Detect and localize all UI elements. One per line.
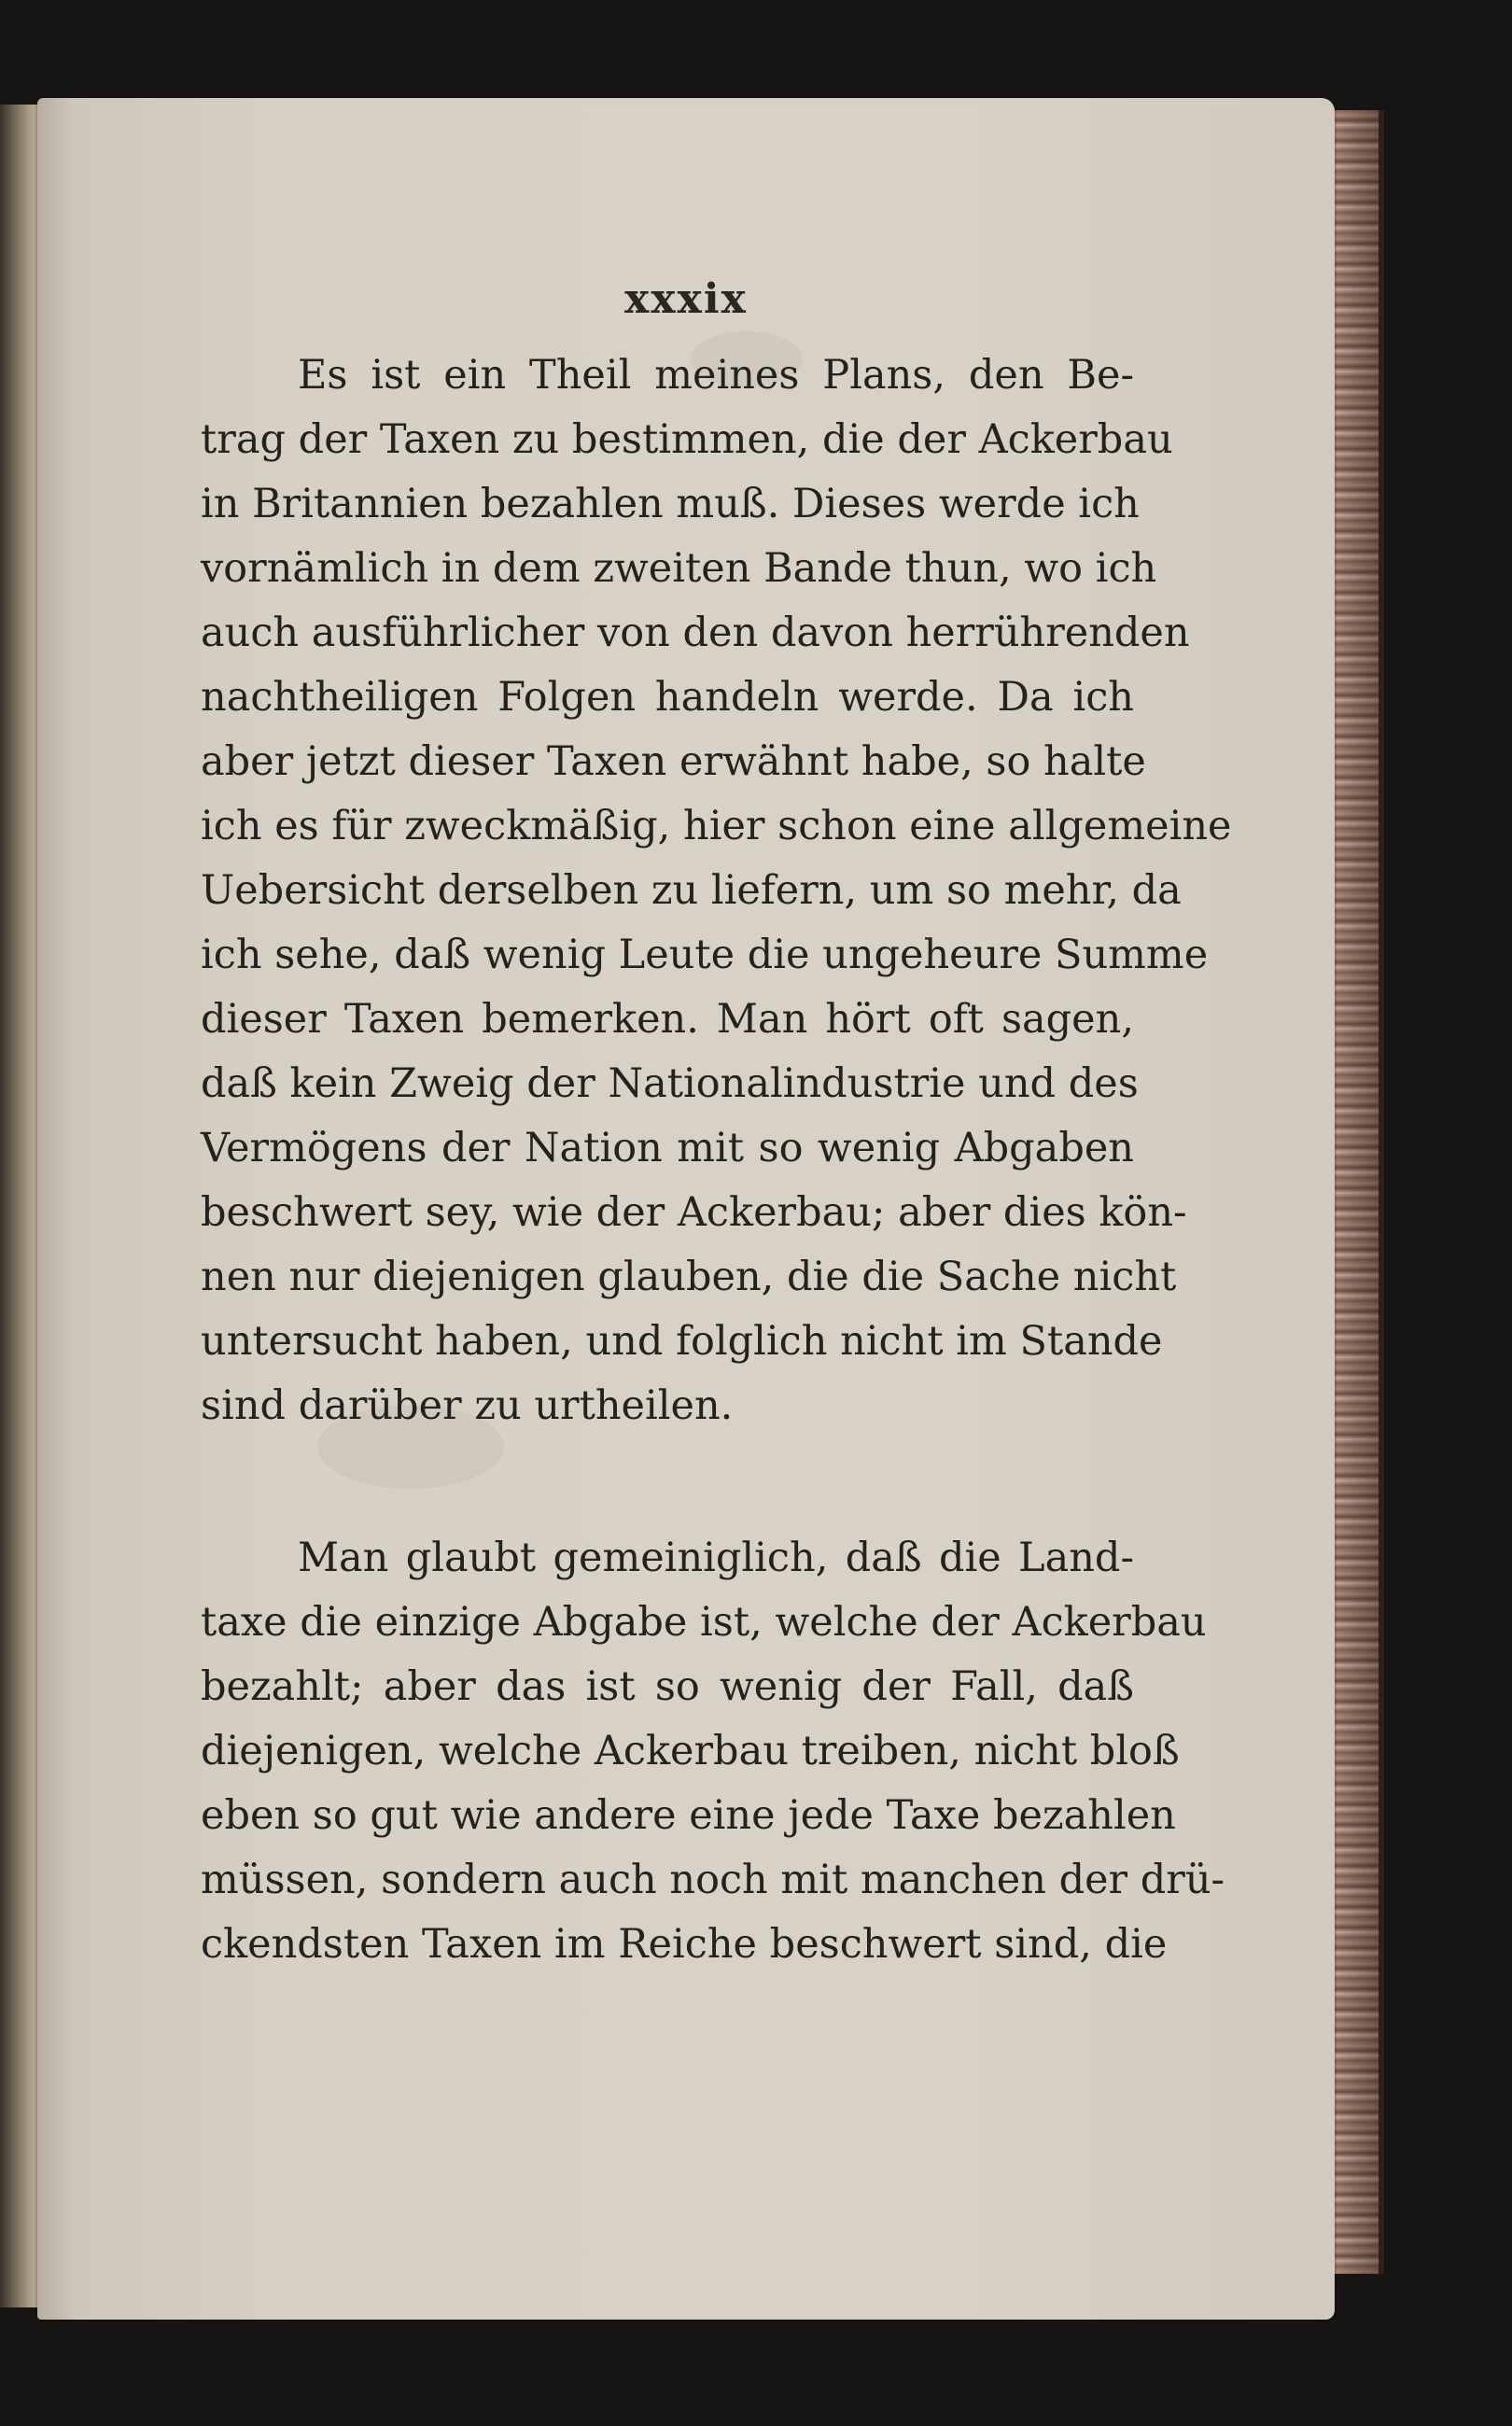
text-line: ich sehe, daß wenig Leute die ungeheure Summe xyxy=(201,932,1209,978)
text-line: Man glaubt gemeiniglich, daß die Land- xyxy=(298,1535,1134,1581)
page-number: xxxix xyxy=(624,275,748,323)
paragraph-2 xyxy=(201,1526,1225,1977)
text-line: sind darüber zu urtheilen. xyxy=(201,1382,734,1429)
text-line: in Britannien bezahlen muß. Dieses werde ich xyxy=(201,481,1140,527)
text-line: diejenigen, welche Ackerbau treiben, nicht bloß xyxy=(201,1728,1180,1774)
text-line: nen nur diejenigen glauben, die die Sache nicht xyxy=(201,1254,1177,1300)
paragraph-1 xyxy=(201,344,1232,1438)
text-line: auch ausführlicher von den davon herrührenden xyxy=(201,610,1190,656)
text-line: daß kein Zweig der Nationalindustrie und des xyxy=(201,1060,1139,1107)
text-line: nachtheiligen Folgen handeln werde. Da ich xyxy=(201,674,1134,721)
text-line: müssen, sondern auch noch mit manchen der drü- xyxy=(201,1857,1225,1903)
text-line: bezahlt; aber das ist so wenig der Fall, daß xyxy=(201,1663,1134,1710)
text-line: aber jetzt dieser Taxen erwähnt habe, so halte xyxy=(201,738,1146,785)
text-line: vornämlich in dem zweiten Bande thun, wo ich xyxy=(201,545,1157,592)
text-line: ich es für zweckmäßig, hier schon eine allgemeine xyxy=(201,803,1232,849)
text-line: untersucht haben, und folglich nicht im Stande xyxy=(201,1318,1163,1365)
text-line: Es ist ein Theil meines Plans, den Be- xyxy=(298,352,1134,399)
text-line: dieser Taxen bemerken. Man hört oft sagen, xyxy=(201,996,1134,1043)
text-line: ckendsten Taxen im Reiche beschwert sind, die xyxy=(201,1921,1168,1968)
paragraph-gap xyxy=(201,1438,1134,1526)
text-line: taxe die einzige Abgabe ist, welche der Ackerbau xyxy=(201,1599,1207,1646)
text-line: eben so gut wie andere eine jede Taxe bezahlen xyxy=(201,1792,1176,1839)
text-line: beschwert sey, wie der Ackerbau; aber dies kön- xyxy=(201,1189,1187,1236)
body-text xyxy=(201,344,1232,1977)
text-line: Vermögens der Nation mit so wenig Abgaben xyxy=(201,1125,1134,1171)
text-line: trag der Taxen zu bestimmen, die der Ackerbau xyxy=(201,416,1173,463)
text-line: Uebersicht derselben zu liefern, um so mehr, da xyxy=(201,867,1182,914)
